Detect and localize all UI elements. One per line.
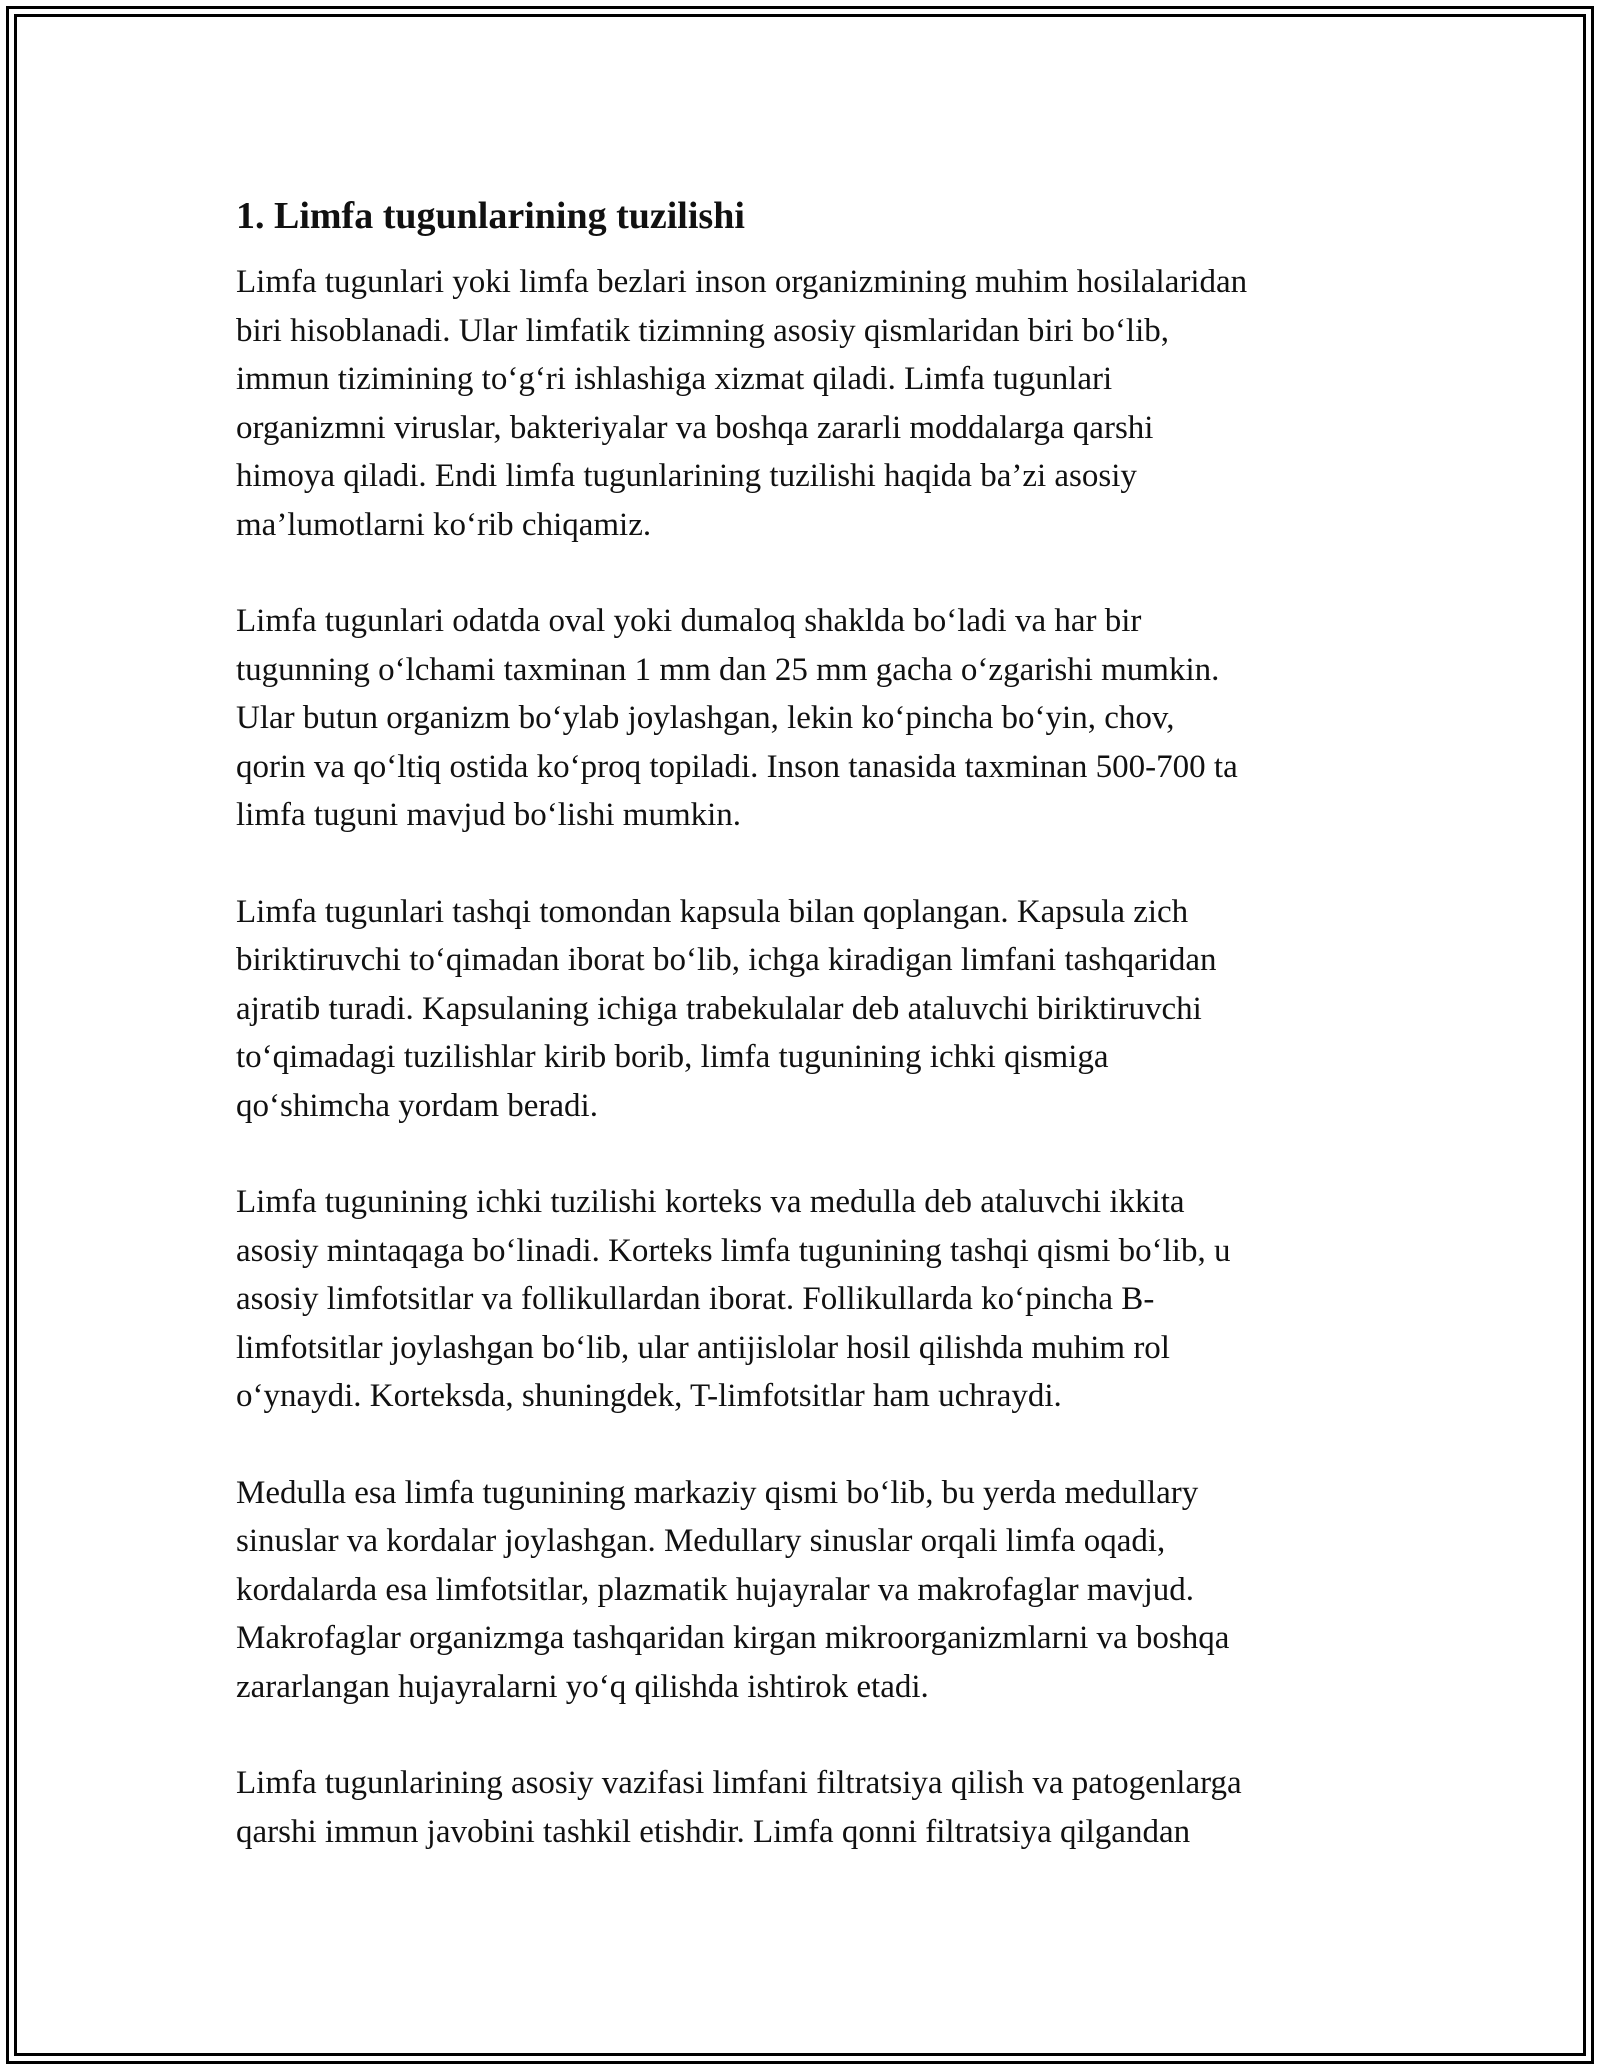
paragraph-1: Limfa tugunlari yoki limfa bezlari inson organizmining muhim hosilalaridan biri hisoblanadi. Ular limfatik tizimning asosiy qismlaridan biri bo‘lib, immun tizimining to‘g‘ri ishlashiga xizmat qiladi. Limfa tugunlari organizmni viruslar, bakteriyalar va boshqa zararli moddalarga qarshi himoya qiladi. Endi limfa tugunlarining tuzilishi haqida ba’zi asosiy ma’lumotlarni ko‘rib chiqamiz. [236,264,1248,543]
paragraph-4: Limfa tugunining ichki tuzilishi korteks va medulla deb ataluvchi ikkita asosiy mintaqaga bo‘linadi. Korteks limfa tugunining tashqi qismi bo‘lib, u asosiy limfotsitlar va follikullardan iborat. Follikullarda ko‘pincha B- limfotsitlar joylashgan bo‘lib, ular antijislolar hosil qilishda muhim rol o‘ynaydi. Korteksda, shuningdek, T-limfotsitlar ham uchraydi. [236,1184,1231,1414]
paragraph-6: Limfa tugunlarining asosiy vazifasi limfani filtratsiya qilish va patogenlarga qarshi immun javobini tashkil etishdir. Limfa qonni filtratsiya qilgandan [236,1765,1242,1850]
paragraph-3: Limfa tugunlari tashqi tomondan kapsula bilan qoplangan. Kapsula zich biriktiruvchi to‘qimadan iborat bo‘lib, ichga kiradigan limfani tashqaridan ajratib turadi. Kapsulaning ichiga trabekulalar deb ataluvchi biriktiruvchi to‘qimadagi tuzilishlar kirib borib, limfa tugunining ichki qismiga qo‘shimcha yordam beradi. [236,893,1217,1124]
paragraph-5: Medulla esa limfa tugunining markaziy qismi bo‘lib, bu yerda medullary sinuslar va kordalar joylashgan. Medullary sinuslar orqali limfa oqadi, kordalarda esa limfotsitlar, plazmatik hujayralar va makrofaglar mavjud. Makrofaglar organizmga tashqaridan kirgan mikroorganizmlarni va boshqa zararlangan hujayralarni yo‘q qilishda ishtirok etadi. [236,1474,1230,1705]
document-body [236,186,1366,1856]
section-title: 1. Limfa tugunlarining tuzilishi [236,195,745,237]
paragraph-2: Limfa tugunlari odatda oval yoki dumaloq shaklda bo‘ladi va har bir tugunning o‘lchami taxminan 1 mm dan 25 mm gacha o‘zgarishi mumkin. Ular butun organizm bo‘ylab joylashgan, lekin ko‘pincha bo‘yin, chov, qorin va qo‘ltiq ostida ko‘proq topiladi. Inson tanasida taxminan 500-700 ta limfa tuguni mavjud bo‘lishi mumkin. [236,603,1238,833]
